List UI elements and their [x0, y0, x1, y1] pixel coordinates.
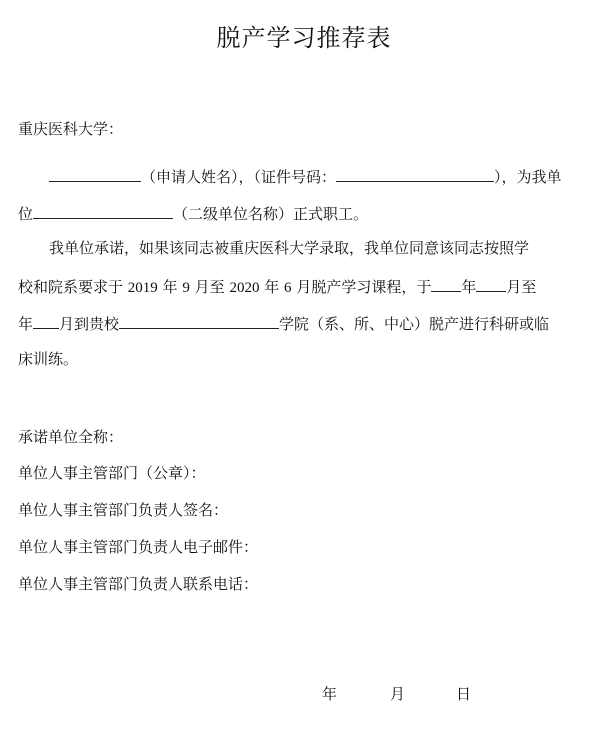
start-month-blank[interactable] [476, 275, 506, 292]
hr-head-signature-label: 单位人事主管部门负责人签名： [18, 501, 229, 519]
month-char-1: 月 [506, 278, 522, 296]
date-month-label: 月 [390, 685, 406, 703]
para2-line4: 床训练。 [18, 350, 79, 368]
applicant-name-blank[interactable] [49, 165, 141, 182]
addressee: 重庆医科大学： [18, 120, 124, 138]
year-char-2: 年 [264, 278, 280, 296]
year-char-3: 年 [461, 278, 477, 296]
month-to-label: 月至 [194, 278, 225, 296]
year-char-1: 年 [162, 278, 178, 296]
year-start: 2019 [127, 280, 158, 296]
hr-head-email-label: 单位人事主管部门负责人电子邮件： [18, 538, 259, 556]
para1-line2 [18, 202, 593, 224]
para2-line2 [18, 275, 593, 298]
para2-line1 [18, 238, 593, 258]
month-start: 9 [182, 280, 190, 296]
para2-line3-tail: 学院（系、所、中心）脱产进行科研或临 [279, 315, 550, 333]
para2-line1-text: 我单位承诺，如果该同志被重庆医科大学录取，我单位同意该同志按照学 [49, 239, 530, 257]
para1-tail: ），为我单 [494, 168, 562, 186]
date-row [322, 684, 471, 704]
id-number-blank[interactable] [336, 165, 494, 182]
month-arrive-label: 月到贵校 [59, 315, 120, 333]
applicant-name-label: （申请人姓名），（证件号码： [141, 168, 337, 186]
para1-line2-start: 位 [18, 205, 34, 223]
to-char: 至 [521, 278, 537, 296]
year-char-4: 年 [18, 315, 34, 333]
hr-dept-seal-label: 单位人事主管部门（公章）： [18, 464, 206, 482]
start-year-blank[interactable] [431, 275, 461, 292]
date-day-label: 日 [456, 685, 472, 703]
course-text: 月脱产学习课程，于 [296, 278, 432, 296]
month-end: 6 [284, 280, 292, 296]
unit-name-label: （二级单位名称）正式职工。 [173, 205, 369, 223]
para2-line2-start: 校和院系要求于 [18, 278, 124, 296]
college-blank[interactable] [119, 312, 279, 329]
document-title: 脱产学习推荐表 [216, 24, 392, 52]
unit-full-name-label: 承诺单位全称： [18, 428, 124, 446]
unit-name-blank[interactable] [33, 202, 173, 219]
para1-line1 [18, 165, 593, 187]
date-year-label: 年 [322, 685, 338, 703]
end-month-blank[interactable] [33, 312, 59, 329]
year-end: 2020 [229, 280, 260, 296]
hr-head-phone-label: 单位人事主管部门负责人联系电话： [18, 575, 259, 593]
para2-line3 [18, 312, 593, 334]
